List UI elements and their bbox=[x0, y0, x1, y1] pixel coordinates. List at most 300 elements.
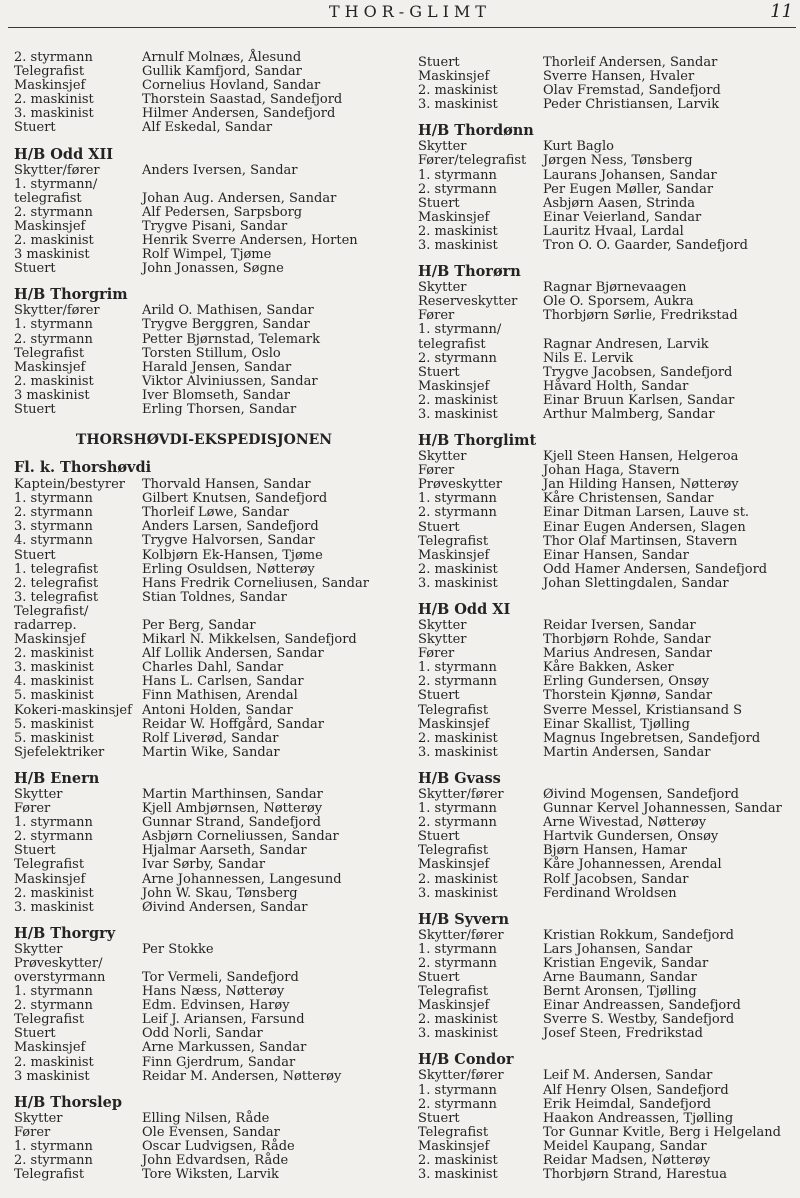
crew-row bbox=[14, 164, 394, 178]
crew-row bbox=[418, 183, 796, 197]
crew-row bbox=[14, 1126, 394, 1140]
crew-row bbox=[418, 887, 796, 901]
crew-name: Tore Wiksten, Larvik bbox=[142, 1167, 279, 1183]
crew-row bbox=[418, 1027, 796, 1041]
crew-name: Einar Andreassen, Sandefjord bbox=[543, 998, 741, 1014]
crew-role: 3. maskinist bbox=[14, 899, 94, 915]
crew-name: Thorstein Saastad, Sandefjord bbox=[142, 92, 343, 108]
crew-name: Anders Larsen, Sandefjord bbox=[142, 519, 319, 535]
crew-row bbox=[418, 295, 796, 309]
crew-role: Maskinsjef bbox=[418, 857, 490, 873]
crew-name: Alf Pedersen, Sarpsborg bbox=[142, 204, 303, 220]
crew-role: Telegrafist bbox=[14, 345, 85, 361]
crew-name: Oscar Ludvigsen, Råde bbox=[142, 1138, 295, 1154]
crew-row bbox=[14, 661, 394, 675]
crew-name: Meidel Kaupang, Sandar bbox=[543, 1138, 707, 1154]
crew-name: Alf Henry Olsen, Sandefjord bbox=[543, 1082, 729, 1098]
crew-name: Arne Johannessen, Langesund bbox=[142, 871, 342, 887]
crew-role: 3. maskinist bbox=[418, 1167, 498, 1183]
crew-name: Thorvald Hansen, Sandar bbox=[142, 477, 311, 493]
crew-role: Telegrafist bbox=[14, 1167, 85, 1183]
ship-heading: H/B Condor bbox=[418, 1051, 514, 1069]
crew-name: Einar Eugen Andersen, Slagen bbox=[543, 519, 746, 535]
crew-row bbox=[418, 323, 796, 351]
crew-role: 2. maskinist bbox=[14, 92, 94, 108]
crew-role: Skytter/fører bbox=[418, 1068, 504, 1084]
crew-row bbox=[418, 394, 796, 408]
crew-role: 2. maskinist bbox=[418, 871, 498, 887]
crew-name: Rolf Jacobsen, Sandar bbox=[543, 871, 689, 887]
crew-role: 2. styrmann bbox=[14, 829, 93, 845]
crew-row bbox=[14, 478, 394, 492]
crew-name: Hans Næss, Nøtterøy bbox=[142, 984, 285, 1000]
crew-name: Antoni Holden, Sandar bbox=[142, 702, 293, 718]
crew-row bbox=[14, 51, 394, 65]
crew-row bbox=[14, 718, 394, 732]
crew-role: Telegrafist bbox=[418, 1124, 489, 1140]
ship-heading: H/B Gvass bbox=[418, 769, 501, 787]
crew-name: Odd Hamer Andersen, Sandefjord bbox=[543, 561, 768, 577]
crew-row bbox=[14, 206, 394, 220]
crew-name: Ivar Sørby, Sandar bbox=[142, 857, 266, 873]
crew-name: Kåre Johannessen, Arendal bbox=[543, 857, 722, 873]
crew-role: 3. maskinist bbox=[418, 1026, 498, 1042]
crew-role: 3. maskinist bbox=[418, 575, 498, 591]
crew-role: Skytter/fører bbox=[418, 927, 504, 943]
crew-role: Telegrafist bbox=[418, 533, 489, 549]
ship-heading: H/B Enern bbox=[14, 769, 100, 787]
crew-name: Thorstein Kjønnø, Sandar bbox=[543, 688, 713, 704]
crew-name: Erling Osuldsen, Nøtterøy bbox=[142, 561, 315, 577]
crew-name: Reidar M. Andersen, Nøtterøy bbox=[142, 1068, 342, 1084]
crew-role: Skytter bbox=[418, 449, 467, 465]
crew-role bbox=[418, 323, 543, 351]
crew-name: Rolf Liverød, Sandar bbox=[142, 730, 279, 746]
crew-row bbox=[418, 985, 796, 999]
crew-name: Trygve Berggren, Sandar bbox=[142, 317, 310, 333]
crew-name: Bjørn Hansen, Hamar bbox=[543, 843, 687, 859]
crew-name: Gilbert Knutsen, Sandefjord bbox=[142, 491, 328, 507]
crew-name: Gunnar Strand, Sandefjord bbox=[142, 815, 321, 831]
crew-row bbox=[14, 506, 394, 520]
crew-row bbox=[418, 971, 796, 985]
crew-name: Arild O. Mathisen, Sandar bbox=[142, 303, 314, 319]
crew-role: Telegrafist bbox=[418, 984, 489, 1000]
crew-name: Alf Eskedal, Sandar bbox=[142, 120, 273, 136]
crew-name: Ragnar Andresen, Larvik bbox=[543, 336, 709, 352]
crew-role: 2. styrmann bbox=[418, 815, 497, 831]
crew-row bbox=[14, 647, 394, 661]
crew-row bbox=[14, 1140, 394, 1154]
ship-heading: Fl. k. Thorshøvdi bbox=[14, 459, 152, 477]
crew-row bbox=[14, 858, 394, 872]
crew-name: Asbjørn Aasen, Strinda bbox=[543, 195, 696, 211]
crew-name: Sverre S. Westby, Sandefjord bbox=[543, 1012, 735, 1028]
crew-row bbox=[418, 957, 796, 971]
crew-row bbox=[418, 633, 796, 647]
crew-name: Hans L. Carlsen, Sandar bbox=[142, 674, 304, 690]
crew-row bbox=[418, 999, 796, 1013]
crew-name: Einar Hansen, Sandar bbox=[543, 547, 689, 563]
crew-row bbox=[14, 248, 394, 262]
ship-section bbox=[14, 1094, 394, 1182]
crew-name: Martin Wike, Sandar bbox=[142, 744, 280, 760]
crew-row bbox=[418, 1168, 796, 1182]
crew-name: Lauritz Hvaal, Lardal bbox=[543, 223, 684, 239]
crew-name: Sverre Messel, Kristiansand S bbox=[543, 702, 743, 718]
crew-role: Stuert bbox=[14, 547, 56, 563]
crew-name: Trygve Jacobsen, Sandefjord bbox=[543, 364, 733, 380]
crew-row bbox=[14, 1168, 394, 1182]
right-column bbox=[418, 56, 796, 1182]
crew-role: 2. styrmann bbox=[14, 1153, 93, 1168]
crew-role: 3 maskinist bbox=[14, 387, 90, 403]
crew-role: 2. maskinist bbox=[418, 1153, 498, 1168]
crew-role: Telegrafist bbox=[418, 843, 489, 859]
crew-name: Jørgen Ness, Tønsberg bbox=[543, 153, 693, 169]
crew-role: Telegrafist bbox=[418, 702, 489, 718]
crew-row bbox=[418, 746, 796, 760]
crew-name: Nils E. Lervik bbox=[543, 350, 634, 366]
crew-row bbox=[14, 788, 394, 802]
crew-row bbox=[14, 178, 394, 206]
crew-role: 2. maskinist bbox=[418, 223, 498, 239]
crew-role-line: telegrafist bbox=[14, 190, 82, 206]
crew-role: 1. styrmann bbox=[418, 660, 497, 676]
crew-role: 2. maskinist bbox=[418, 730, 498, 746]
crew-row bbox=[418, 704, 796, 718]
crew-role: 1. styrmann bbox=[14, 1138, 93, 1154]
crew-role: Reserveskytter bbox=[418, 294, 518, 310]
crew-row bbox=[418, 1126, 796, 1140]
crew-name: Ragnar Bjørnevaagen bbox=[543, 280, 687, 296]
crew-name: John Jonassen, Søgne bbox=[142, 261, 284, 277]
crew-name: Tron O. O. Gaarder, Sandefjord bbox=[543, 238, 748, 254]
crew-name: Johan Haga, Stavern bbox=[543, 463, 680, 479]
crew-name: John Edvardsen, Råde bbox=[142, 1153, 289, 1168]
crew-role: 3. maskinist bbox=[418, 406, 498, 422]
crew-role: Skytter bbox=[418, 618, 467, 633]
crew-name: Josef Steen, Fredrikstad bbox=[543, 1026, 703, 1042]
crew-row bbox=[418, 450, 796, 464]
crew-row bbox=[418, 1140, 796, 1154]
crew-role: 2. maskinist bbox=[14, 885, 94, 901]
crew-role: Maskinsjef bbox=[418, 547, 490, 563]
crew-role: Fører bbox=[418, 646, 455, 662]
crew-row bbox=[14, 347, 394, 361]
crew-row bbox=[418, 577, 796, 591]
crew-name: Trygve Halvorsen, Sandar bbox=[142, 533, 315, 549]
crew-name: Erling Gundersen, Onsøy bbox=[543, 674, 710, 690]
crew-row bbox=[14, 675, 394, 689]
crew-row bbox=[14, 389, 394, 403]
crew-name: Erling Thorsen, Sandar bbox=[142, 401, 297, 417]
crew-role: 2. maskinist bbox=[14, 1054, 94, 1070]
crew-row bbox=[14, 887, 394, 901]
crew-name: Johan Aug. Andersen, Sandar bbox=[142, 190, 337, 206]
crew-role-line: radarrep. bbox=[14, 618, 77, 633]
crew-name: Henrik Sverre Andersen, Horten bbox=[142, 233, 358, 249]
crew-role: Telegrafist bbox=[14, 857, 85, 873]
crew-name: Ferdinand Wroldsen bbox=[543, 885, 677, 901]
crew-row bbox=[14, 816, 394, 830]
crew-row bbox=[14, 375, 394, 389]
crew-role: Telegrafist bbox=[14, 1012, 85, 1028]
crew-role: Stuert bbox=[418, 519, 460, 535]
crew-name: Peder Christiansen, Larvik bbox=[543, 97, 720, 113]
crew-row bbox=[418, 521, 796, 535]
crew-row bbox=[418, 675, 796, 689]
crew-name: Hartvik Gundersen, Onsøy bbox=[543, 829, 719, 845]
crew-role: Stuert bbox=[418, 364, 460, 380]
crew-name: Kristian Engevik, Sandar bbox=[543, 955, 709, 971]
crew-name: Marius Andresen, Sandar bbox=[543, 646, 712, 662]
crew-row bbox=[418, 718, 796, 732]
crew-row bbox=[418, 492, 796, 506]
crew-role: 1. styrmann bbox=[14, 815, 93, 831]
crew-role: Stuert bbox=[418, 969, 460, 985]
ship-section bbox=[14, 770, 394, 915]
crew-role: 1. styrmann bbox=[14, 491, 93, 507]
crew-name: Kristian Rokkum, Sandefjord bbox=[543, 927, 734, 943]
crew-name: Cornelius Hovland, Sandar bbox=[142, 78, 321, 94]
crew-name: Lars Johansen, Sandar bbox=[543, 941, 693, 957]
crew-row bbox=[418, 380, 796, 394]
crew-name: Thor Olaf Martinsen, Stavern bbox=[543, 533, 738, 549]
ship-heading: H/B Odd XI bbox=[418, 601, 511, 618]
crew-row bbox=[418, 197, 796, 211]
ship-section bbox=[14, 146, 394, 277]
crew-role: Fører bbox=[14, 1124, 51, 1140]
ship-heading: H/B Thorslep bbox=[14, 1093, 122, 1111]
crew-row bbox=[14, 689, 394, 703]
crew-name: Torsten Stillum, Oslo bbox=[142, 345, 281, 361]
crew-role: 2. styrmann bbox=[418, 1096, 497, 1112]
crew-row bbox=[14, 999, 394, 1013]
crew-role: 2. styrmann bbox=[14, 50, 93, 65]
crew-row bbox=[418, 563, 796, 577]
crew-name: Øivind Andersen, Sandar bbox=[142, 899, 308, 915]
crew-role: 2. telegrafist bbox=[14, 575, 99, 591]
crew-role: Stuert bbox=[418, 1110, 460, 1126]
crew-name: Leif J. Ariansen, Farsund bbox=[142, 1012, 305, 1028]
crew-role: 2. maskinist bbox=[418, 1012, 498, 1028]
crew-name: Elling Nilsen, Råde bbox=[142, 1110, 270, 1126]
crew-role: 2. styrmann bbox=[418, 505, 497, 521]
crew-role: 2. styrmann bbox=[418, 181, 497, 197]
crew-role: 2. styrmann bbox=[14, 505, 93, 521]
crew-row bbox=[418, 1154, 796, 1168]
crew-name: Kolbjørn Ek-Hansen, Tjøme bbox=[142, 547, 323, 563]
crew-role: 1. styrmann bbox=[418, 167, 497, 183]
crew-row bbox=[418, 98, 796, 112]
crew-role: Maskinsjef bbox=[14, 632, 86, 648]
ship-section bbox=[418, 263, 796, 422]
ship-section bbox=[418, 1051, 796, 1182]
crew-role: 5. maskinist bbox=[14, 730, 94, 746]
crew-name: Leif M. Andersen, Sandar bbox=[543, 1068, 713, 1084]
crew-role bbox=[14, 178, 142, 206]
crew-role: 2. styrmann bbox=[418, 350, 497, 366]
crew-name: Gunnar Kervel Johannessen, Sandar bbox=[543, 801, 782, 817]
crew-row bbox=[14, 107, 394, 121]
crew-role: Telegrafist bbox=[14, 64, 85, 80]
crew-row bbox=[14, 943, 394, 957]
crew-name: Haakon Andreassen, Tjølling bbox=[543, 1110, 734, 1126]
ship-heading: H/B Thorgrim bbox=[14, 286, 128, 304]
crew-role: Stuert bbox=[14, 261, 56, 277]
crew-role: Maskinsjef bbox=[418, 209, 490, 225]
crew-name: Bernt Aronsen, Tjølling bbox=[543, 984, 697, 1000]
crew-name: Anders Iversen, Sandar bbox=[142, 162, 298, 178]
crew-role: Maskinsjef bbox=[418, 716, 490, 732]
crew-role-line: Telegrafist/ bbox=[14, 603, 89, 619]
crew-name: Harald Jensen, Sandar bbox=[142, 359, 292, 375]
crew-role: 2. maskinist bbox=[418, 561, 498, 577]
crew-role: Kaptein/bestyrer bbox=[14, 477, 125, 493]
crew-name: Reidar Iversen, Sandar bbox=[543, 618, 696, 633]
crew-row bbox=[418, 549, 796, 563]
crew-row bbox=[14, 633, 394, 647]
crew-name: Kjell Ambjørnsen, Nøtterøy bbox=[142, 801, 323, 817]
crew-row bbox=[418, 732, 796, 746]
crew-role: 2. maskinist bbox=[418, 392, 498, 408]
crew-name: Kåre Christensen, Sandar bbox=[543, 491, 714, 507]
crew-row bbox=[14, 262, 394, 276]
crew-row bbox=[418, 408, 796, 422]
crew-row bbox=[14, 93, 394, 107]
crew-row bbox=[418, 929, 796, 943]
crew-name: Laurans Johansen, Sandar bbox=[543, 167, 717, 183]
crew-role: Maskinsjef bbox=[418, 1138, 490, 1154]
crew-row bbox=[418, 239, 796, 253]
crew-name: Arthur Malmberg, Sandar bbox=[543, 406, 715, 422]
crew-name: Einar Bruun Karlsen, Sandar bbox=[543, 392, 735, 408]
crew-role-line: Prøveskytter/ bbox=[14, 955, 103, 971]
crew-row bbox=[418, 802, 796, 816]
crew-role: Maskinsjef bbox=[14, 359, 86, 375]
crew-row bbox=[418, 689, 796, 703]
crew-row bbox=[14, 361, 394, 375]
crew-row bbox=[418, 281, 796, 295]
crew-role: 1. styrmann bbox=[418, 491, 497, 507]
crew-row bbox=[418, 169, 796, 183]
crew-row bbox=[14, 534, 394, 548]
crew-name: Per Berg, Sandar bbox=[142, 618, 256, 633]
ship-heading: H/B Thorglimt bbox=[418, 432, 537, 450]
crew-role: 2. styrmann bbox=[14, 998, 93, 1014]
crew-row bbox=[418, 1098, 796, 1112]
crew-role: 2. styrmann bbox=[14, 204, 93, 220]
crew-name: Finn Gjerdrum, Sandar bbox=[142, 1054, 296, 1070]
crew-role: 3 maskinist bbox=[14, 1068, 90, 1084]
crew-role: 3. maskinist bbox=[418, 238, 498, 254]
crew-name: Einar Ditman Larsen, Lauve st. bbox=[543, 505, 750, 521]
ship-section bbox=[418, 432, 796, 591]
crew-name: Arne Baumann, Sandar bbox=[543, 969, 697, 985]
crew-name: Finn Mathisen, Arendal bbox=[142, 688, 298, 704]
crew-name: Ole O. Sporsem, Aukra bbox=[543, 294, 694, 310]
crew-row bbox=[14, 957, 394, 985]
crew-row bbox=[14, 1154, 394, 1168]
crew-role-line: overstyrmann bbox=[14, 969, 106, 985]
crew-row bbox=[14, 577, 394, 591]
crew-row bbox=[14, 492, 394, 506]
crew-row bbox=[14, 746, 394, 760]
crew-row bbox=[418, 1013, 796, 1027]
crew-name: Arne Wivestad, Nøtterøy bbox=[543, 815, 707, 831]
crew-row bbox=[14, 1041, 394, 1055]
crew-row bbox=[14, 830, 394, 844]
crew-row bbox=[14, 1027, 394, 1041]
crew-role: 3. maskinist bbox=[418, 97, 498, 113]
crew-name: Kjell Steen Hansen, Helgeroa bbox=[543, 449, 739, 465]
crew-role bbox=[14, 957, 142, 985]
crew-row bbox=[418, 1112, 796, 1126]
crew-role-line: 1. styrmann/ bbox=[14, 176, 98, 192]
crew-role: 1. styrmann bbox=[418, 941, 497, 957]
crew-role: Stuert bbox=[418, 688, 460, 704]
crew-role: Fører bbox=[14, 801, 51, 817]
crew-row bbox=[418, 225, 796, 239]
crew-name: Hjalmar Aarseth, Sandar bbox=[142, 843, 307, 859]
crew-role: Maskinsjef bbox=[14, 1040, 86, 1056]
crew-row bbox=[418, 830, 796, 844]
crew-role: Skytter bbox=[14, 1110, 63, 1126]
crew-row bbox=[14, 220, 394, 234]
crew-name: Charles Dahl, Sandar bbox=[142, 660, 284, 676]
crew-role: Skytter bbox=[418, 632, 467, 648]
crew-role: Maskinsjef bbox=[14, 218, 86, 234]
crew-role: Maskinsjef bbox=[418, 998, 490, 1014]
crew-role: Maskinsjef bbox=[14, 78, 86, 94]
crew-name: Iver Blomseth, Sandar bbox=[142, 387, 290, 403]
crew-row bbox=[14, 1070, 394, 1084]
crew-row bbox=[418, 140, 796, 154]
crew-row bbox=[14, 873, 394, 887]
crew-row bbox=[14, 563, 394, 577]
crew-name: Arnulf Molnæs, Ålesund bbox=[142, 50, 302, 65]
crew-role: 3. maskinist bbox=[14, 106, 94, 122]
crew-role: Kokeri-maskinsjef bbox=[14, 702, 132, 718]
crew-name: Mikarl N. Mikkelsen, Sandefjord bbox=[142, 632, 357, 648]
crew-name: Hilmer Andersen, Sandefjord bbox=[142, 106, 336, 122]
crew-role: Skytter/fører bbox=[14, 162, 100, 178]
crew-name: Erik Heimdal, Sandefjord bbox=[543, 1096, 712, 1112]
crew-role: 3. maskinist bbox=[418, 744, 498, 760]
ship-section bbox=[14, 51, 394, 136]
expedition-title: THORSHØVDI-EKSPEDISJONEN bbox=[75, 432, 333, 449]
crew-role: Stuert bbox=[14, 120, 56, 136]
crew-role: Skytter/fører bbox=[14, 303, 100, 319]
ship-section bbox=[418, 601, 796, 760]
crew-role: Skytter bbox=[418, 139, 467, 155]
crew-row bbox=[14, 79, 394, 93]
crew-name: Asbjørn Corneliussen, Sandar bbox=[142, 829, 339, 845]
crew-row bbox=[418, 506, 796, 520]
crew-name: Thorbjørn Sørlie, Fredrikstad bbox=[543, 308, 738, 324]
crew-role: Stuert bbox=[14, 401, 56, 417]
crew-row bbox=[14, 333, 394, 347]
crew-name: Sverre Hansen, Hvaler bbox=[543, 69, 695, 85]
crew-name: Arne Markussen, Sandar bbox=[142, 1040, 307, 1056]
crew-name: Olav Fremstad, Sandefjord bbox=[543, 83, 721, 99]
crew-role: Fører bbox=[418, 308, 455, 324]
crew-role: 3. maskinist bbox=[418, 885, 498, 901]
crew-row bbox=[418, 366, 796, 380]
crew-role: 2. styrmann bbox=[14, 331, 93, 347]
crew-row bbox=[418, 56, 796, 70]
